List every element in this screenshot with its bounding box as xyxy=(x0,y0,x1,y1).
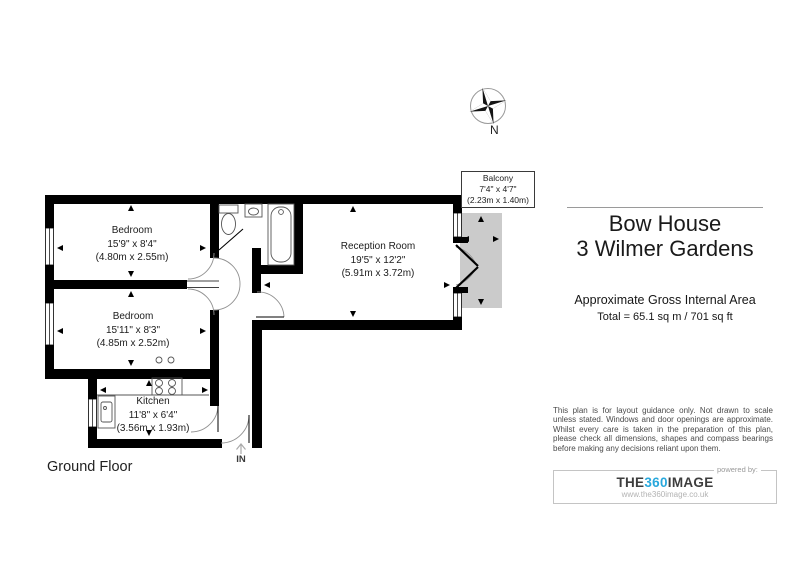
compass-icon xyxy=(470,88,506,124)
room-dims-metric: (3.56m x 1.93m) xyxy=(116,423,190,434)
room-name: Balcony xyxy=(482,173,514,183)
room-name: Bedroom xyxy=(111,225,153,236)
room-dims-imperial: 15'9" x 8'4" xyxy=(107,238,157,250)
room-name: Reception Room xyxy=(340,241,416,252)
balcony-area xyxy=(460,213,502,308)
room-dims-metric: (5.91m x 3.72m) xyxy=(341,268,415,279)
toilet-cistern xyxy=(219,205,238,213)
toilet-bowl xyxy=(222,214,236,235)
logo-box xyxy=(553,470,777,504)
property-title-line2: 3 Wilmer Gardens xyxy=(576,236,754,261)
entrance-arrow-icon xyxy=(237,444,246,454)
room-dims-metric: (4.85m x 2.52m) xyxy=(96,338,170,349)
disclaimer-text: This plan is for layout guidance only. Not drawn to scale unless stated. Windows and door openings are approximate. Whilst every care is taken in the preparation of this plan, please check all dimensions, shapes and compass bearings before making any decisions reliant upon them. xyxy=(553,406,773,453)
room-label-bedroom-2 xyxy=(97,310,170,351)
logo-part-360: 360 xyxy=(644,475,668,490)
logo-url: www.the360image.co.uk xyxy=(621,490,709,499)
room-label-kitchen xyxy=(117,395,190,436)
door-arcs xyxy=(188,247,475,443)
powered-by-label: powered by: xyxy=(714,465,761,474)
room-dims-metric: (4.80m x 2.55m) xyxy=(95,252,169,263)
room-dims-metric: (2.23m x 1.40m) xyxy=(467,195,529,205)
property-title-line1: Bow House xyxy=(608,211,722,236)
room-dims-imperial: 7'4" x 4'7" xyxy=(479,184,517,194)
room-name: Bedroom xyxy=(112,311,154,322)
title-divider xyxy=(567,207,763,208)
area-heading: Approximate Gross Internal Area xyxy=(574,293,756,307)
logo-part-image: IMAGE xyxy=(667,475,714,490)
floor-title: Ground Floor xyxy=(47,459,133,475)
compass-north-label: N xyxy=(490,123,499,137)
entrance-label: IN xyxy=(236,454,246,465)
logo-wordmark xyxy=(554,475,776,490)
logo-part-the: THE xyxy=(616,475,645,490)
room-name: Kitchen xyxy=(136,396,170,407)
room-label-reception xyxy=(341,240,415,281)
room-label-balcony xyxy=(461,171,535,208)
room-dims-imperial: 19'5" x 12'2" xyxy=(350,254,406,266)
property-title xyxy=(540,211,790,261)
room-label-bedroom-1 xyxy=(96,224,169,265)
area-total: Total = 65.1 sq m / 701 sq ft xyxy=(597,311,733,323)
room-dims-imperial: 15'11" x 8'3" xyxy=(105,324,161,336)
room-dims-imperial: 11'8" x 6'4" xyxy=(128,409,178,421)
door-leaves xyxy=(187,229,478,443)
